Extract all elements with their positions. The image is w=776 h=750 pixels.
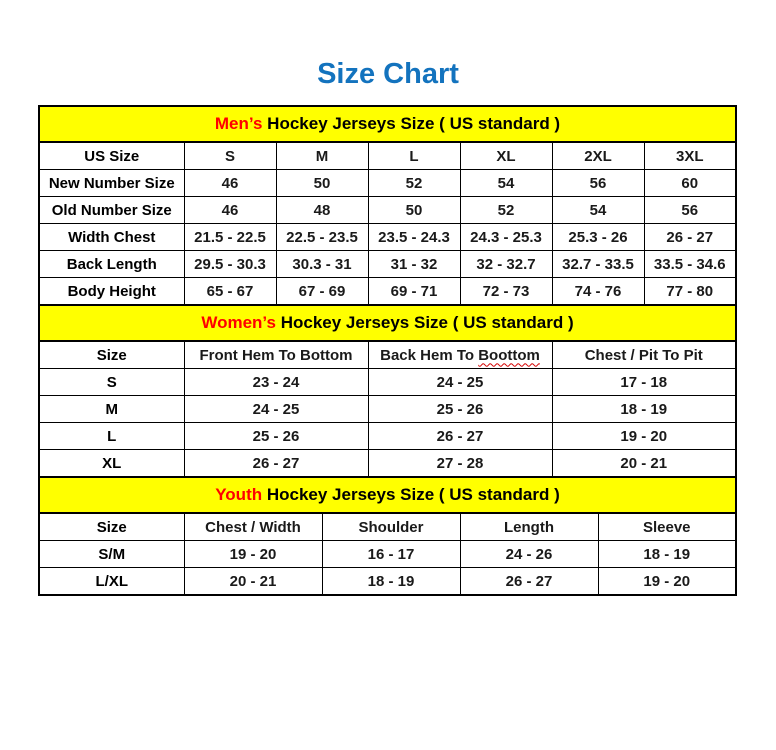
mens-row-label: Body Height — [39, 278, 184, 306]
mens-col-header: 2XL — [552, 142, 644, 170]
womens-section-band — [39, 305, 736, 341]
womens-col-back-prefix: Back Hem To — [380, 346, 475, 364]
womens-row-label: L — [39, 423, 184, 450]
womens-data-row — [39, 450, 736, 478]
youth-data-row — [39, 541, 736, 568]
womens-row-label: S — [39, 369, 184, 396]
womens-col-back-misspelled-word: Boottom — [478, 346, 540, 364]
mens-row-label: Width Chest — [39, 224, 184, 251]
womens-col-header: Size — [39, 341, 184, 369]
womens-section-rest: Hockey Jerseys Size ( US standard ) — [280, 313, 574, 332]
mens-cell: 77 - 80 — [644, 278, 736, 306]
mens-cell: 26 - 27 — [644, 224, 736, 251]
mens-cell: 25.3 - 26 — [552, 224, 644, 251]
youth-col-header: Size — [39, 513, 184, 541]
mens-cell: 21.5 - 22.5 — [184, 224, 276, 251]
youth-cell: 19 - 20 — [598, 568, 736, 596]
womens-section-word: Women’s — [201, 313, 276, 332]
youth-row-label: L/XL — [39, 568, 184, 596]
womens-cell: 24 - 25 — [368, 369, 552, 396]
mens-cell: 46 — [184, 170, 276, 197]
youth-data-row — [39, 568, 736, 596]
womens-data-row — [39, 423, 736, 450]
mens-cell: 30.3 - 31 — [276, 251, 368, 278]
youth-cell: 26 - 27 — [460, 568, 598, 596]
womens-cell: 19 - 20 — [552, 423, 736, 450]
womens-cell: 18 - 19 — [552, 396, 736, 423]
womens-cell: 25 - 26 — [184, 423, 368, 450]
mens-cell: 22.5 - 23.5 — [276, 224, 368, 251]
mens-cell: 54 — [460, 170, 552, 197]
mens-data-row — [39, 170, 736, 197]
womens-cell: 27 - 28 — [368, 450, 552, 478]
mens-cell: 50 — [276, 170, 368, 197]
mens-cell: 72 - 73 — [460, 278, 552, 306]
youth-col-header: Chest / Width — [184, 513, 322, 541]
mens-cell: 54 — [552, 197, 644, 224]
youth-cell: 19 - 20 — [184, 541, 322, 568]
mens-cell: 24.3 - 25.3 — [460, 224, 552, 251]
womens-cell: 25 - 26 — [368, 396, 552, 423]
womens-col-header: Front Hem To Bottom — [184, 341, 368, 369]
mens-cell: 67 - 69 — [276, 278, 368, 306]
mens-col-header: S — [184, 142, 276, 170]
mens-data-row — [39, 251, 736, 278]
mens-cell: 32.7 - 33.5 — [552, 251, 644, 278]
youth-section-rest: Hockey Jerseys Size ( US standard ) — [266, 485, 560, 504]
mens-row-label: Back Length — [39, 251, 184, 278]
youth-col-header: Shoulder — [322, 513, 460, 541]
youth-col-header: Length — [460, 513, 598, 541]
mens-section-title — [39, 106, 736, 142]
womens-cell: 23 - 24 — [184, 369, 368, 396]
mens-cell: 56 — [552, 170, 644, 197]
youth-section-band — [39, 477, 736, 513]
youth-cell: 16 - 17 — [322, 541, 460, 568]
mens-cell: 56 — [644, 197, 736, 224]
mens-cell: 32 - 32.7 — [460, 251, 552, 278]
mens-cell: 46 — [184, 197, 276, 224]
mens-cell: 65 - 67 — [184, 278, 276, 306]
womens-cell: 17 - 18 — [552, 369, 736, 396]
youth-section-title — [39, 477, 736, 513]
womens-header-row — [39, 341, 736, 369]
womens-row-label: M — [39, 396, 184, 423]
mens-cell: 50 — [368, 197, 460, 224]
womens-cell: 20 - 21 — [552, 450, 736, 478]
womens-row-label: XL — [39, 450, 184, 478]
youth-cell: 18 - 19 — [322, 568, 460, 596]
youth-section-word: Youth — [215, 485, 263, 504]
size-chart-container — [38, 105, 737, 596]
mens-col-header: L — [368, 142, 460, 170]
mens-data-row — [39, 224, 736, 251]
womens-section-title — [39, 305, 736, 341]
womens-col-header — [368, 341, 552, 369]
mens-cell: 69 - 71 — [368, 278, 460, 306]
mens-section-word: Men’s — [214, 114, 263, 133]
womens-data-row — [39, 396, 736, 423]
mens-cell: 29.5 - 30.3 — [184, 251, 276, 278]
mens-cell: 23.5 - 24.3 — [368, 224, 460, 251]
mens-section-rest: Hockey Jerseys Size ( US standard ) — [267, 114, 561, 133]
mens-header-row — [39, 142, 736, 170]
mens-data-row — [39, 278, 736, 306]
womens-cell: 26 - 27 — [184, 450, 368, 478]
mens-col-header: M — [276, 142, 368, 170]
mens-col-header: XL — [460, 142, 552, 170]
mens-cell: 52 — [368, 170, 460, 197]
size-chart-table — [38, 105, 737, 596]
mens-row-label: Old Number Size — [39, 197, 184, 224]
youth-cell: 20 - 21 — [184, 568, 322, 596]
mens-cell: 31 - 32 — [368, 251, 460, 278]
mens-cell: 48 — [276, 197, 368, 224]
youth-cell: 18 - 19 — [598, 541, 736, 568]
youth-cell: 24 - 26 — [460, 541, 598, 568]
mens-cell: 74 - 76 — [552, 278, 644, 306]
mens-cell: 60 — [644, 170, 736, 197]
mens-cell: 52 — [460, 197, 552, 224]
mens-data-row — [39, 197, 736, 224]
womens-cell: 24 - 25 — [184, 396, 368, 423]
mens-row-label: New Number Size — [39, 170, 184, 197]
youth-row-label: S/M — [39, 541, 184, 568]
youth-col-header: Sleeve — [598, 513, 736, 541]
page-title: Size Chart — [317, 58, 459, 90]
womens-col-header: Chest / Pit To Pit — [552, 341, 736, 369]
youth-header-row — [39, 513, 736, 541]
mens-section-band — [39, 106, 736, 142]
womens-cell: 26 - 27 — [368, 423, 552, 450]
mens-col-header: 3XL — [644, 142, 736, 170]
mens-col-header: US Size — [39, 142, 184, 170]
womens-data-row — [39, 369, 736, 396]
mens-cell: 33.5 - 34.6 — [644, 251, 736, 278]
